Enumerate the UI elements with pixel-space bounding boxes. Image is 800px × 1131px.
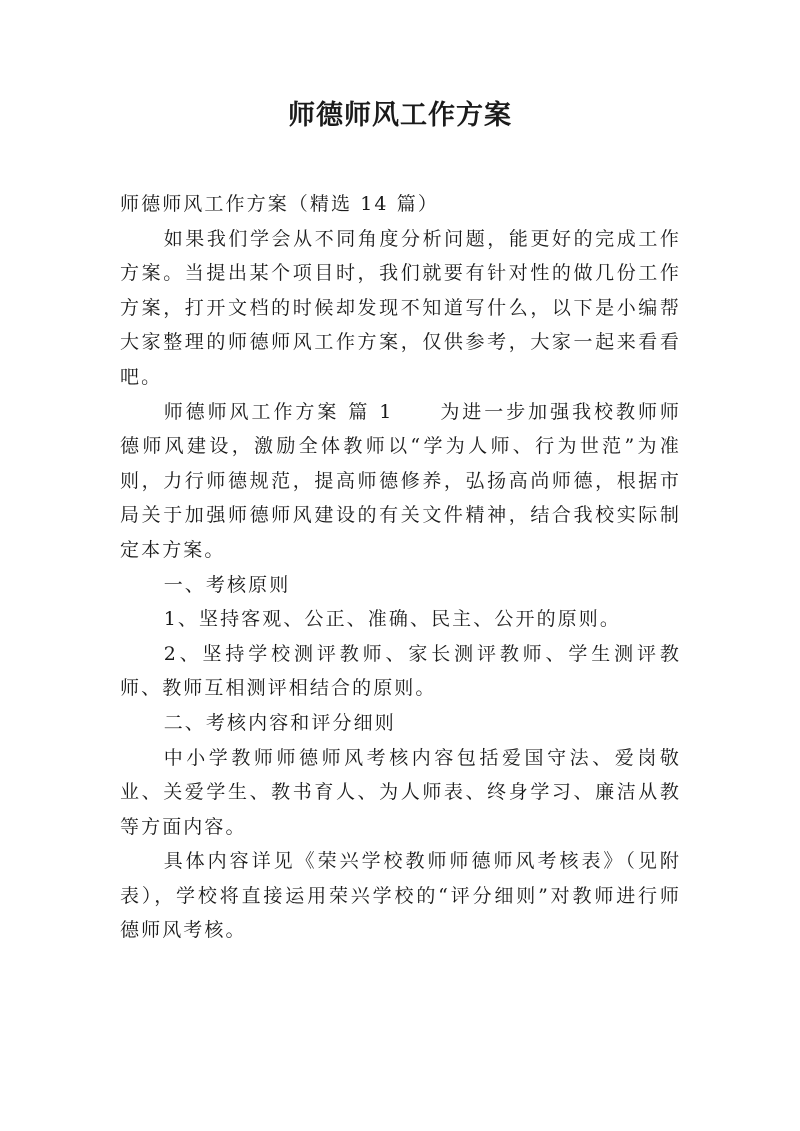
section-text: 为进一步加强我校教师师德师风建设，激励全体教师以“学为人师、行为世范”为准则，力行师德规范，提高师德修养，弘扬高尚师德，根据市局关于加强师德师风建设的有关文件精神，结合我校实际制定本方案。 bbox=[120, 400, 681, 561]
content-paragraph-1: 中小学教师师德师风考核内容包括爱国守法、爱岗敬业、关爱学生、教书育人、为人师表、终身学习、廉洁从教等方面内容。 bbox=[120, 746, 681, 838]
heading-assessment-content: 二、考核内容和评分细则 bbox=[163, 711, 396, 734]
content-paragraph-2: 具体内容详见《荣兴学校教师师德师风考核表》（见附表），学校将直接运用荣兴学校的“评分细则”对教师进行师德师风考核。 bbox=[120, 850, 681, 942]
heading-assessment-principles: 一、考核原则 bbox=[163, 573, 291, 596]
section-paragraph bbox=[120, 395, 681, 568]
intro-paragraph: 如果我们学会从不同角度分析问题，能更好的完成工作方案。当提出某个项目时，我们就要有针对性的做几份工作方案，打开文档的时候却发现不知道写什么，以下是小编帮大家整理的师德师风工作方案，仅供参考，大家一起来看看吧。 bbox=[120, 227, 681, 388]
section-heading: 师德师风工作方案 篇 1 bbox=[163, 400, 394, 423]
subtitle-line: 师德师风工作方案（精选 14 篇） bbox=[120, 193, 439, 215]
principle-item-2: 2、坚持学校测评教师、家长测评教师、学生测评教师、教师互相测评相结合的原则。 bbox=[120, 642, 681, 700]
document-title: 师德师风工作方案 bbox=[288, 100, 512, 131]
principle-item-1: 1、坚持客观、公正、准确、民主、公开的原则。 bbox=[163, 608, 621, 631]
document-body bbox=[120, 187, 681, 948]
